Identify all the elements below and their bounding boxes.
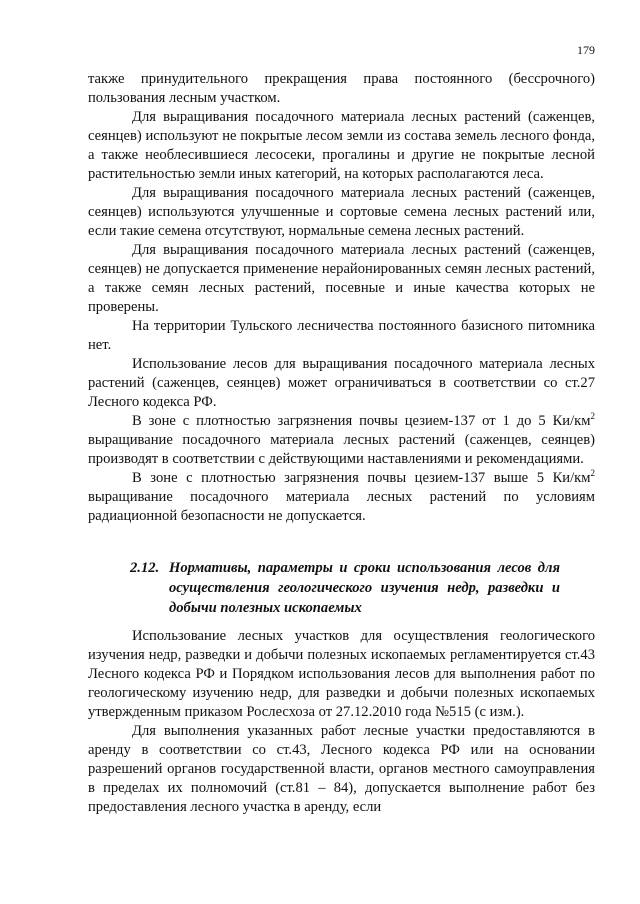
superscript: 2 (590, 411, 595, 422)
paragraph-contamination-1 (88, 412, 595, 469)
text-block-bottom (88, 627, 595, 817)
paragraph: также принудительного прекращения права постоянного (бессрочного) пользования лесным участком. (88, 71, 595, 106)
section-heading (130, 558, 560, 618)
section-number: 2.12. (130, 560, 160, 576)
paragraph: Для выполнения указанных работ лесные участки предоставляются в аренду в соответствии со ст.43, Лесного кодекса РФ или на основании разрешений органов государственной власти, органов местного самоуправления в пределах их полномочий (ст.81 – 84), допускается выполнение работ без предоставления лесного участка в аренду, если (88, 723, 595, 815)
page-number: 179 (577, 43, 595, 57)
section-title: Нормативы, параметры и сроки использования лесов для осуществления геологического изучения недр, разведки и добычи полезных ископаемых (169, 560, 560, 616)
paragraph: Использование лесов для выращивания посадочного материала лесных растений (саженцев, сеянцев) может ограничиваться в соответствии со ст.27 Лесного кодекса РФ. (88, 356, 595, 410)
paragraph: Для выращивания посадочного материала лесных растений (саженцев, сеянцев) используют не покрытые лесом земли из состава земель лесного фонда, а также необлесившиеся лесосеки, прогалины и другие не покрытые лесной растительностью земли иных категорий, на которых располагаются леса. (88, 109, 595, 182)
paragraph-text: выращивание посадочного материала лесных растений (саженцев, сеянцев) производят в соответствии с действующими наставлениями и рекомендациями. (88, 432, 595, 467)
paragraph-text: В зоне с плотностью загрязнения почвы цезием-137 от 1 до 5 Ки/км (132, 413, 591, 429)
paragraph: Для выращивания посадочного материала лесных растений (саженцев, сеянцев) не допускается применение нерайонированных семян лесных растений, а также семян лесных растений, посевные и иные качества которых не проверены. (88, 242, 595, 315)
paragraph-text: В зоне с плотностью загрязнения почвы цезием-137 выше 5 Ки/км (132, 470, 591, 486)
paragraph: На территории Тульского лесничества постоянного базисного питомника нет. (88, 318, 595, 353)
paragraph: Для выращивания посадочного материала лесных растений (саженцев, сеянцев) используются улучшенные и сортовые семена лесных растений или, если такие семена отсутствуют, нормальные семена лесных растений. (88, 185, 595, 239)
superscript: 2 (590, 468, 595, 479)
text-block-top (88, 70, 595, 526)
paragraph-contamination-2 (88, 469, 595, 526)
paragraph: Использование лесных участков для осуществления геологического изучения недр, разведки и добычи полезных ископаемых регламентируется ст.43 Лесного кодекса РФ и Порядком использования лесов для выполнения работ по геологическому изучению недр, для разведки и добычи полезных ископаемых утвержденным приказом Рослесхоза от 27.12.2010 года №515 (с изм.). (88, 628, 595, 720)
paragraph-text: выращивание посадочного материала лесных растений по условиям радиационной безопасности не допускается. (88, 489, 595, 524)
